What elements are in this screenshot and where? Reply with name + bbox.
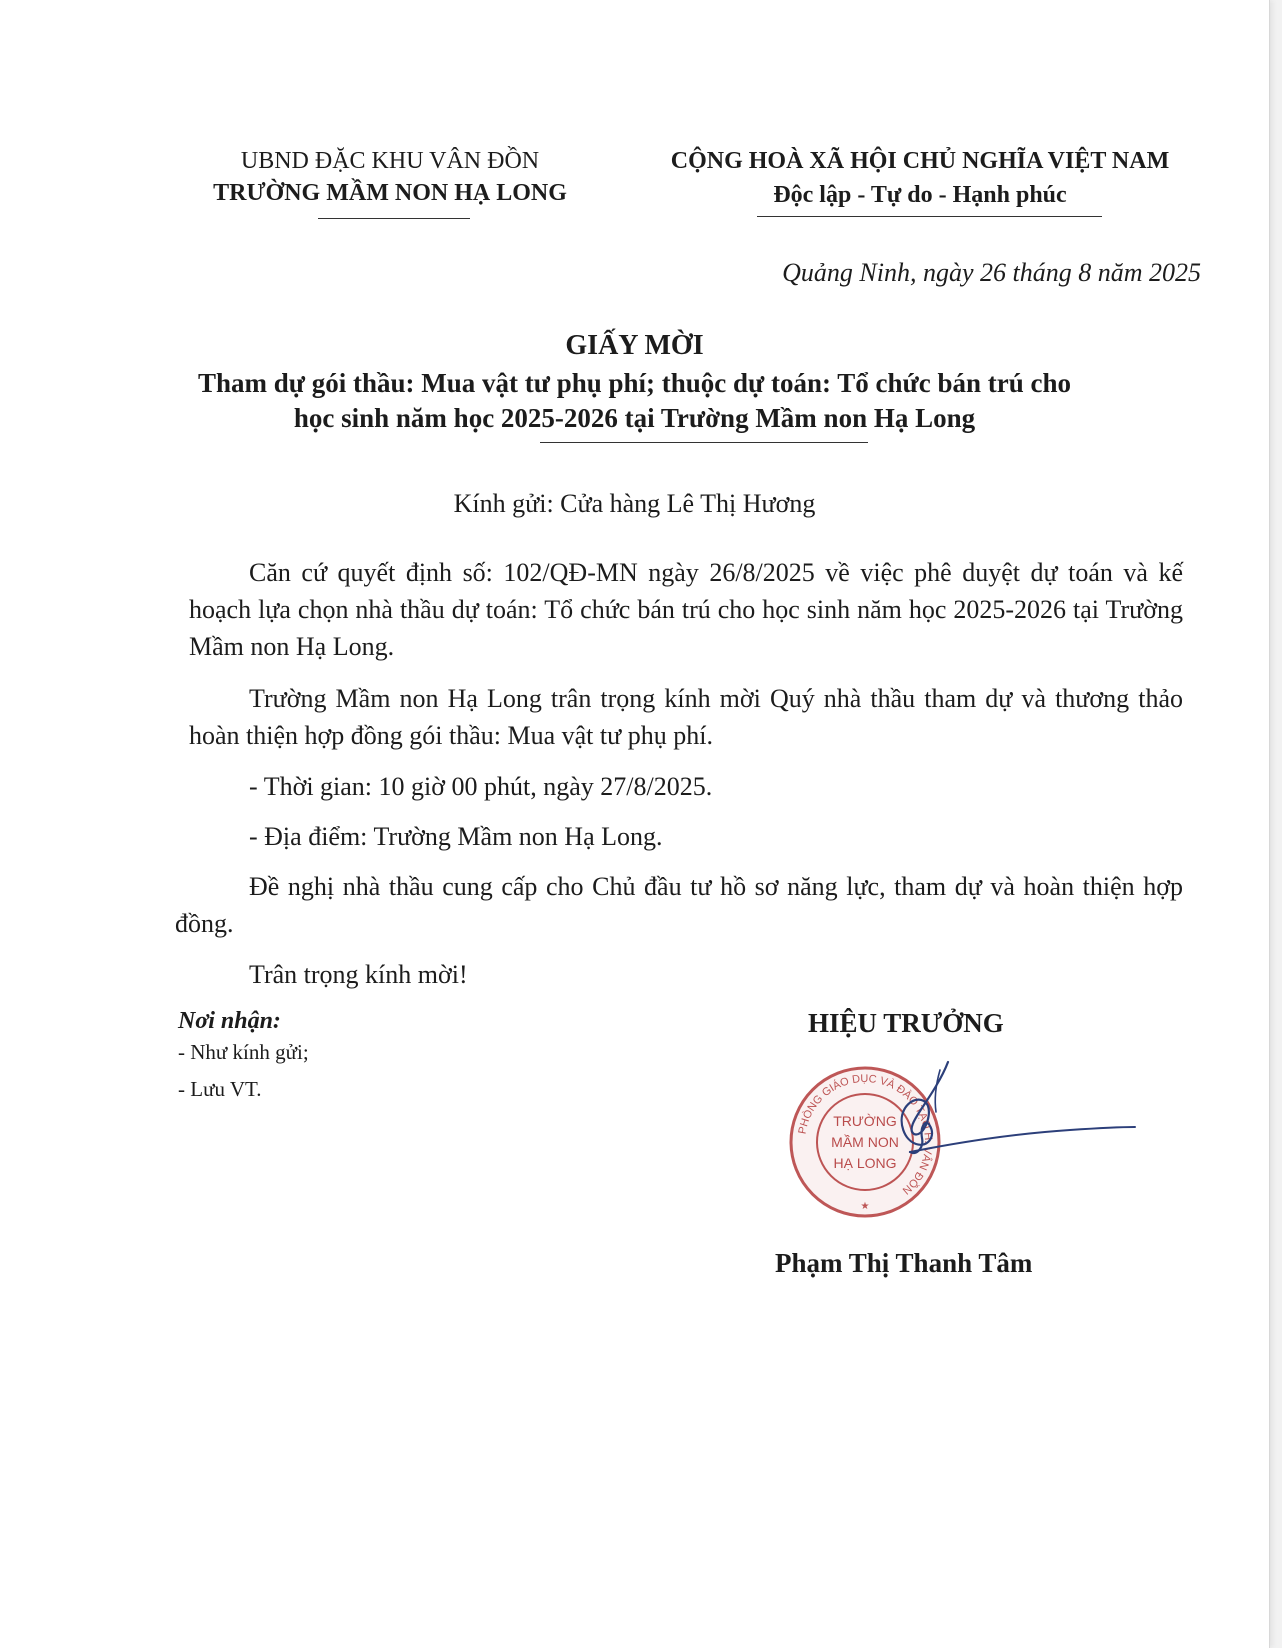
body-paragraph-2-text: Trường Mầm non Hạ Long trân trọng kính mời Quý nhà thầu tham dự và thương thảo hoàn thiện hợp đồng gói thầu: Mua vật tư phụ phí.	[189, 684, 1183, 750]
issuing-authority: UBND ĐẶC KHU VÂN ĐỒN	[240, 148, 540, 174]
stamp-center-line1: TRƯỜNG	[833, 1113, 897, 1129]
body-location-text: - Địa điểm: Trường Mầm non Hạ Long.	[249, 822, 663, 851]
document-title: GIẤY MỜI	[565, 330, 704, 361]
body-paragraph-1-text: Căn cứ quyết định số: 102/QĐ-MN ngày 26/8/2025 về việc phê duyệt dự toán và kế hoạch lựa chọn nhà thầu dự toán: Tổ chức bán trú cho học sinh năm học 2025-2026 tại Trường Mầm non Hạ Long.	[189, 558, 1183, 661]
body-location-line	[189, 818, 1183, 855]
title-underline	[540, 442, 868, 443]
body-paragraph-5	[175, 868, 1183, 942]
body-paragraph-5-text: Đề nghị nhà thầu cung cấp cho Chủ đầu tư hồ sơ năng lực, tham dự và hoàn thiện hợp đồng.	[175, 872, 1183, 938]
left-header-underline	[318, 218, 470, 219]
body-time-line	[189, 768, 1183, 805]
closing-text: Trân trọng kính mời!	[249, 960, 468, 989]
recipients-item-2: - Lưu VT.	[178, 1077, 262, 1101]
stamp-center-line2: MẦM NON	[831, 1134, 899, 1150]
document-subtitle-line2: học sinh năm học 2025-2026 tại Trường Mầm non Hạ Long	[293, 403, 976, 433]
stamp-ring-text: PHÒNG GIÁO DỤC VÀ ĐÀO TẠO H. VÂN ĐỒN	[796, 1072, 935, 1197]
recipient-line: Kính gửi: Cửa hàng Lê Thị Hương	[453, 489, 816, 518]
right-header-underline	[757, 216, 1102, 217]
closing-line	[189, 956, 1183, 993]
body-time-text: - Thời gian: 10 giờ 00 phút, ngày 27/8/2025.	[249, 772, 713, 801]
svg-text:★: ★	[860, 1201, 870, 1212]
recipients-item-1: - Như kính gửi;	[178, 1040, 309, 1064]
document-subtitle-line1: Tham dự gói thầu: Mua vật tư phụ phí; thuộc dự toán: Tổ chức bán trú cho	[198, 368, 1071, 398]
handwritten-signature	[870, 1048, 1140, 1188]
date-line: Quảng Ninh, ngày 26 tháng 8 năm 2025	[782, 258, 1201, 287]
body-paragraph-1	[189, 554, 1183, 665]
school-name: TRƯỜNG MẦM NON HẠ LONG	[213, 180, 567, 206]
national-title: CỘNG HOÀ XÃ HỘI CHỦ NGHĨA VIỆT NAM	[670, 148, 1170, 174]
recipients-label: Nơi nhận:	[178, 1008, 281, 1034]
stamp-center-line3: HẠ LONG	[833, 1155, 897, 1171]
body-paragraph-2	[189, 680, 1183, 754]
signer-role: HIỆU TRƯỞNG	[808, 1008, 1004, 1038]
signer-name: Phạm Thị Thanh Tâm	[775, 1248, 1033, 1278]
national-motto: Độc lập - Tự do - Hạnh phúc	[773, 182, 1067, 208]
